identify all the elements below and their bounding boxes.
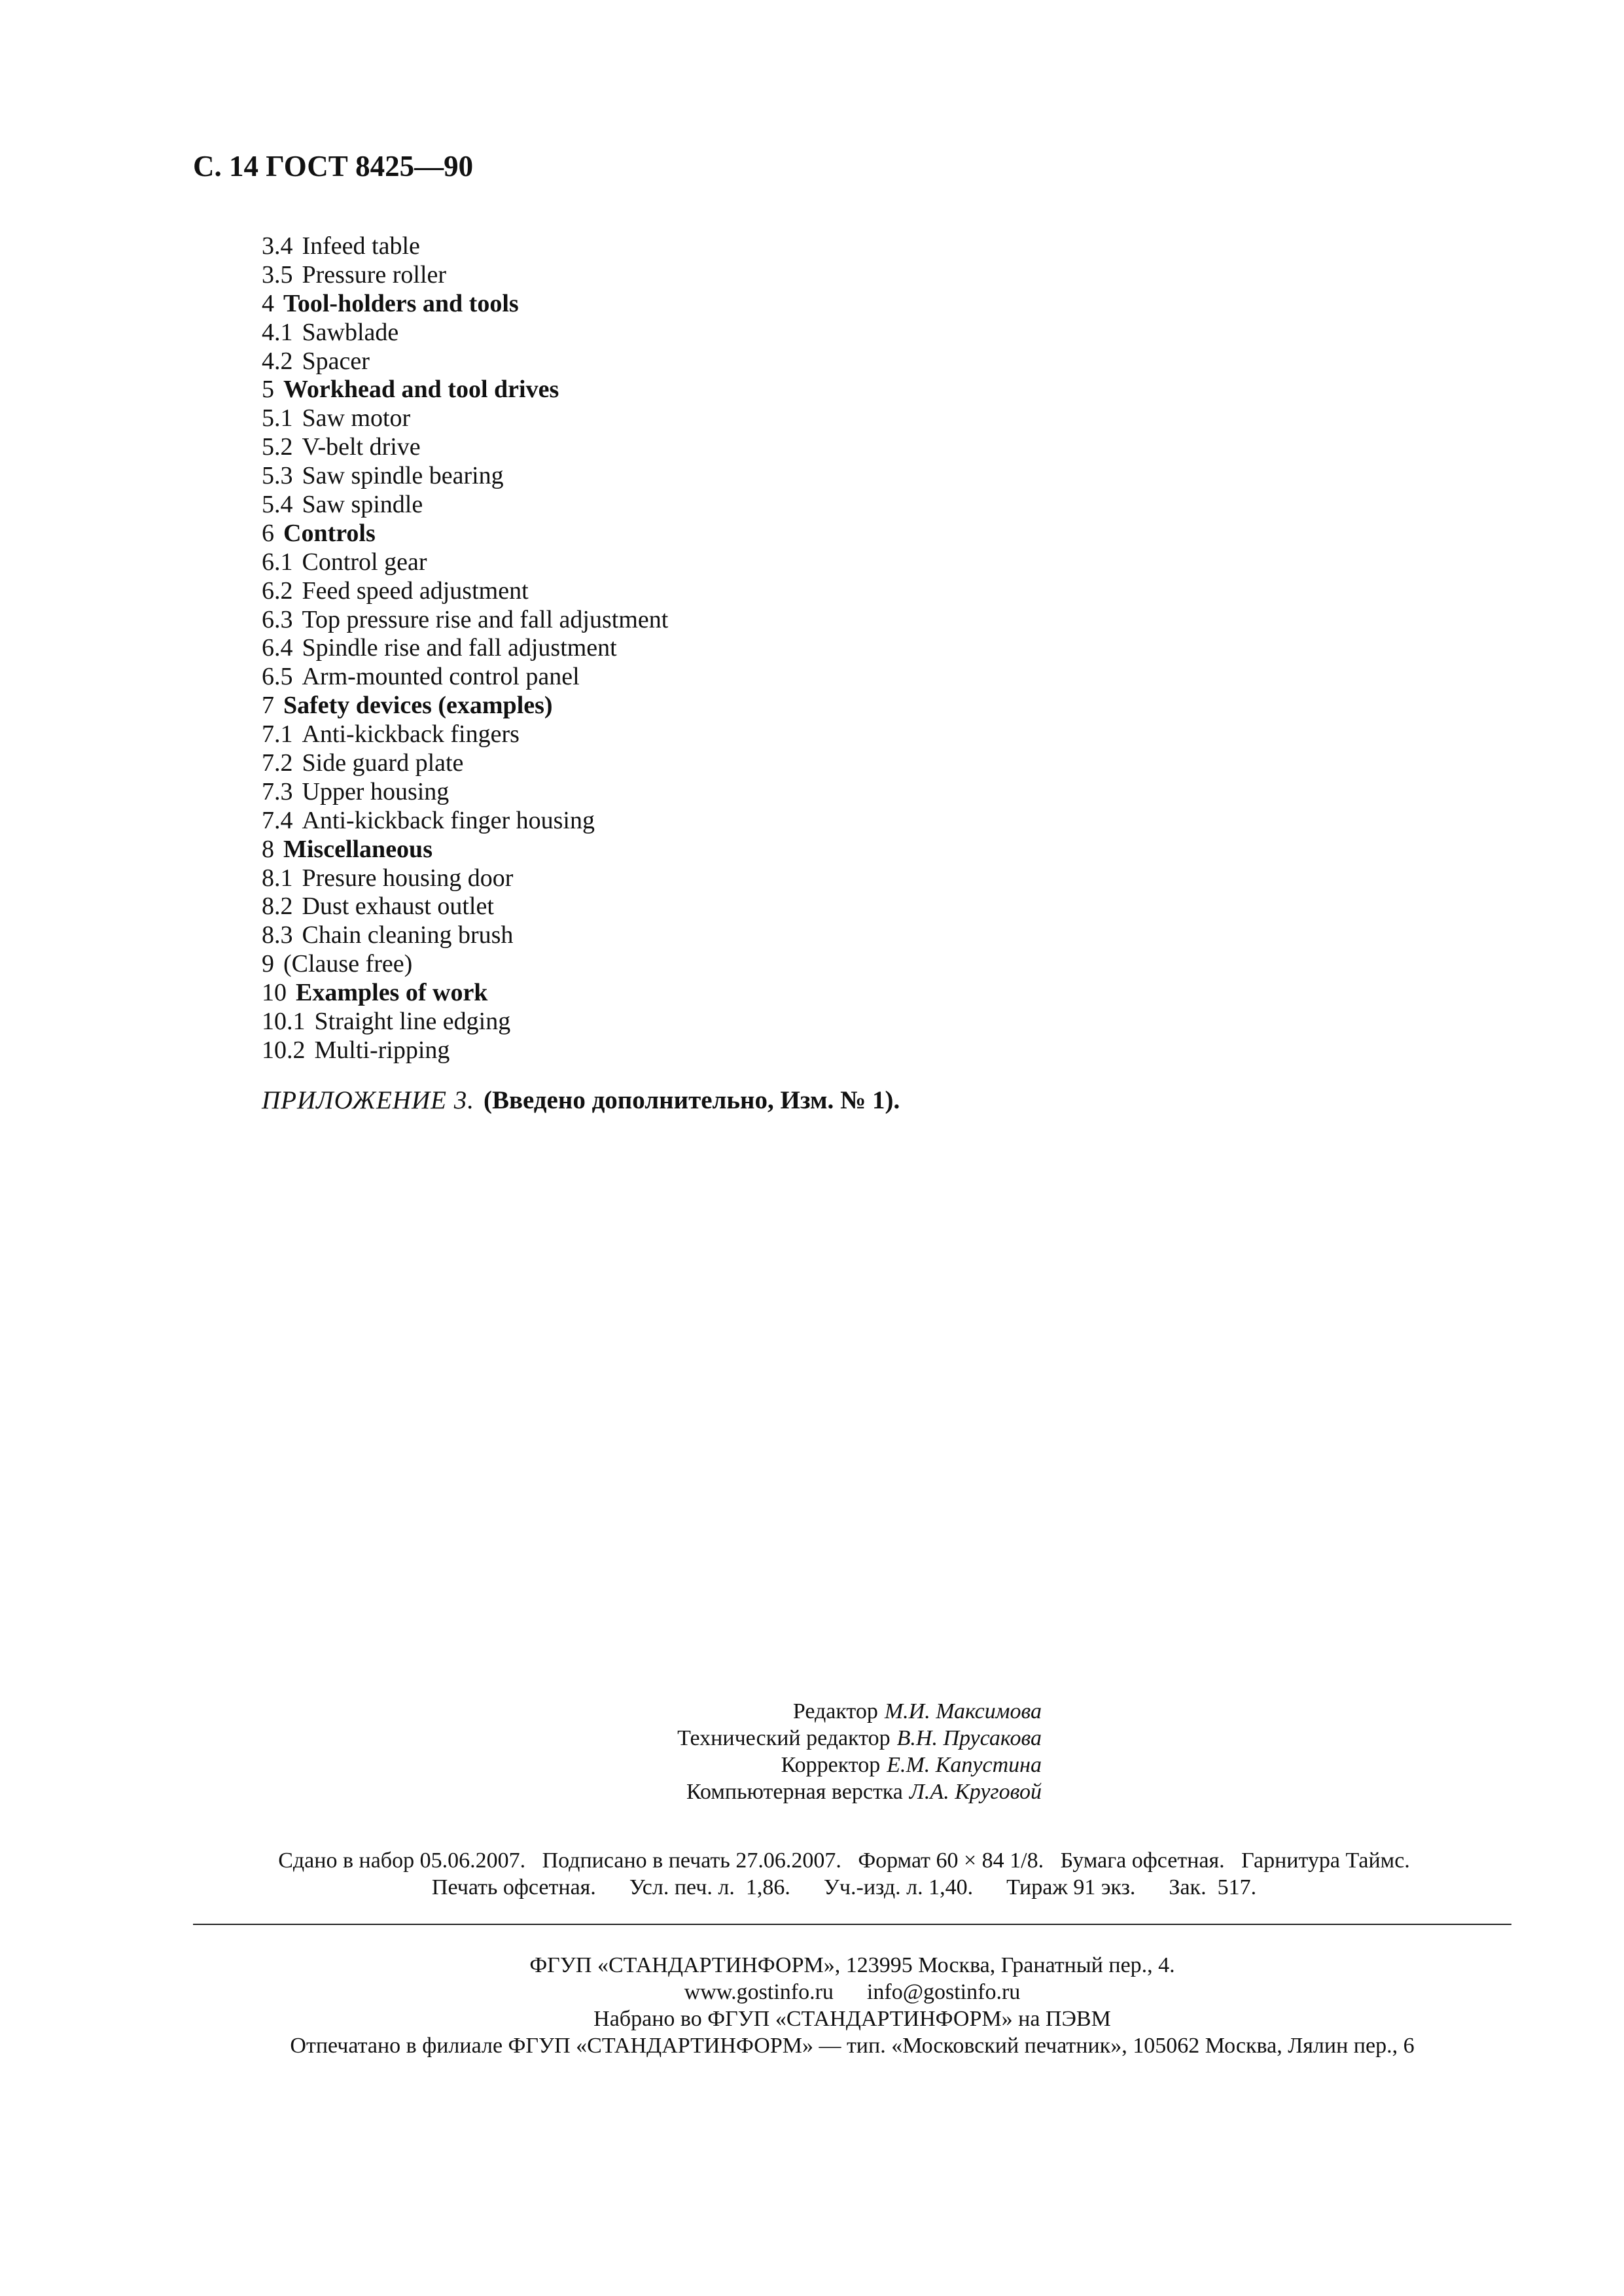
editorial-credits xyxy=(677,1698,1042,1805)
item-title: Infeed table xyxy=(302,232,420,260)
item-title: Presure housing door xyxy=(302,864,514,892)
list-item xyxy=(262,807,668,836)
typeset-note: Набрано во ФГУП «СТАНДАРТИНФОРМ» на ПЭВМ xyxy=(593,2007,1111,2031)
credit-role: Компьютерная верстка xyxy=(686,1780,903,1804)
credit-editor xyxy=(677,1698,1042,1725)
item-title: Spacer xyxy=(302,347,370,375)
item-title: Controls xyxy=(283,519,376,547)
item-number: 4 xyxy=(262,289,274,317)
section-heading xyxy=(262,290,668,319)
credit-layout xyxy=(677,1778,1042,1805)
item-title: (Clause free) xyxy=(283,950,413,978)
item-number: 5.3 xyxy=(262,462,293,490)
item-title: Workhead and tool drives xyxy=(283,376,559,404)
item-title: Safety devices (examples) xyxy=(283,692,553,720)
list-item xyxy=(262,1036,668,1065)
item-title: Feed speed adjustment xyxy=(302,576,529,605)
item-number: 7.2 xyxy=(262,749,293,777)
publisher-address: ФГУП «СТАНДАРТИНФОРМ», 123995 Москва, Гранатный пер., 4. xyxy=(529,1953,1175,1977)
item-number: 10 xyxy=(262,979,287,1007)
list-item xyxy=(262,1008,668,1036)
item-title: Chain cleaning brush xyxy=(302,921,514,949)
section-heading xyxy=(262,692,668,720)
credit-role: Технический редактор xyxy=(677,1726,891,1750)
list-item xyxy=(262,663,668,692)
item-title: Dust exhaust outlet xyxy=(302,892,494,921)
item-number: 6.2 xyxy=(262,576,293,605)
item-number: 6.1 xyxy=(262,548,293,576)
list-item xyxy=(262,433,668,462)
imprint-line: Сдано в набор 05.06.2007. Подписано в печать 27.06.2007. Формат 60 × 84 1/8. Бумага офсетная. Гарнитура Таймс. xyxy=(278,1848,1410,1873)
credit-role: Редактор xyxy=(792,1699,878,1723)
item-number: 9 xyxy=(262,950,274,978)
credit-proofreader xyxy=(677,1752,1042,1778)
list-item xyxy=(262,864,668,893)
contents-list xyxy=(262,232,668,1065)
list-item xyxy=(262,606,668,635)
list-item xyxy=(262,462,668,491)
item-number: 5.2 xyxy=(262,433,293,461)
item-title: Spindle rise and fall adjustment xyxy=(302,634,617,662)
item-title: Saw spindle xyxy=(302,491,423,519)
list-item xyxy=(262,319,668,347)
item-number: 7.4 xyxy=(262,806,293,834)
credit-technical-editor xyxy=(677,1725,1042,1752)
appendix-text: (Введено дополнительно, Изм. № 1). xyxy=(483,1086,900,1114)
list-item xyxy=(262,921,668,950)
item-number: 6.5 xyxy=(262,663,293,691)
section-heading xyxy=(262,979,668,1008)
list-item xyxy=(262,778,668,807)
list-item xyxy=(262,950,668,979)
item-title: Anti-kickback finger housing xyxy=(302,806,595,834)
printer-note: Отпечатано в филиале ФГУП «СТАНДАРТИНФОРМ» — тип. «Московский печатник», 105062 Москва, Лялин пер., 6 xyxy=(290,2034,1415,2058)
item-title: Anti-kickback fingers xyxy=(302,720,520,749)
section-heading xyxy=(262,836,668,864)
item-number: 8.3 xyxy=(262,921,293,949)
item-title: Multi-ripping xyxy=(314,1036,450,1064)
list-item xyxy=(262,577,668,606)
item-title: Saw motor xyxy=(302,404,411,433)
item-number: 8.2 xyxy=(262,892,293,921)
list-item xyxy=(262,261,668,290)
item-title: Arm-mounted control panel xyxy=(302,663,580,691)
credit-role: Корректор xyxy=(781,1753,881,1777)
item-number: 3.4 xyxy=(262,232,293,260)
item-number: 5.1 xyxy=(262,404,293,433)
item-title: Side guard plate xyxy=(302,749,464,777)
item-title: Tool-holders and tools xyxy=(283,289,519,317)
item-title: Saw spindle bearing xyxy=(302,462,504,490)
item-number: 7.3 xyxy=(262,777,293,805)
list-item xyxy=(262,232,668,261)
item-title: Straight line edging xyxy=(314,1008,511,1036)
section-heading xyxy=(262,376,668,404)
item-number: 5 xyxy=(262,376,274,404)
list-item xyxy=(262,491,668,520)
list-item xyxy=(262,720,668,749)
item-title: Pressure roller xyxy=(302,260,447,289)
item-number: 4.1 xyxy=(262,318,293,346)
item-number: 10.2 xyxy=(262,1036,306,1064)
item-number: 4.2 xyxy=(262,347,293,375)
item-number: 6 xyxy=(262,519,274,547)
item-title: Top pressure rise and fall adjustment xyxy=(302,605,669,633)
credit-person: В.Н. Прусакова xyxy=(896,1726,1042,1750)
credit-person: М.И. Максимова xyxy=(884,1699,1042,1723)
item-number: 6.4 xyxy=(262,634,293,662)
list-item xyxy=(262,548,668,577)
item-title: Sawblade xyxy=(302,318,399,346)
item-number: 7 xyxy=(262,692,274,720)
item-number: 6.3 xyxy=(262,605,293,633)
list-item xyxy=(262,404,668,433)
list-item xyxy=(262,347,668,376)
item-title: V-belt drive xyxy=(302,433,421,461)
item-title: Control gear xyxy=(302,548,427,576)
item-title: Upper housing xyxy=(302,777,450,805)
credit-person: Е.М. Капустина xyxy=(887,1753,1042,1777)
list-item xyxy=(262,634,668,663)
list-item xyxy=(262,749,668,778)
imprint-line: Печать офсетная. Усл. печ. л. 1,86. Уч.-изд. л. 1,40. Тираж 91 экз. Зак. 517. xyxy=(431,1875,1257,1899)
print-imprint xyxy=(193,1847,1495,1901)
item-number: 10.1 xyxy=(262,1008,306,1036)
publisher-contacts: www.gostinfo.ru info@gostinfo.ru xyxy=(684,1980,1021,2004)
credit-person: Л.А. Круговой xyxy=(909,1780,1042,1804)
appendix-label: ПРИЛОЖЕНИЕ 3. xyxy=(262,1086,474,1114)
publisher-info xyxy=(193,1952,1511,2059)
item-number: 7.1 xyxy=(262,720,293,749)
item-number: 8.1 xyxy=(262,864,293,892)
page-header: С. 14 ГОСТ 8425—90 xyxy=(193,150,474,183)
item-number: 5.4 xyxy=(262,491,293,519)
section-heading xyxy=(262,520,668,548)
divider xyxy=(193,1924,1511,1925)
item-title: Examples of work xyxy=(296,979,488,1007)
list-item xyxy=(262,892,668,921)
item-title: Miscellaneous xyxy=(283,835,432,863)
appendix-note xyxy=(262,1086,900,1115)
item-number: 8 xyxy=(262,835,274,863)
item-number: 3.5 xyxy=(262,260,293,289)
